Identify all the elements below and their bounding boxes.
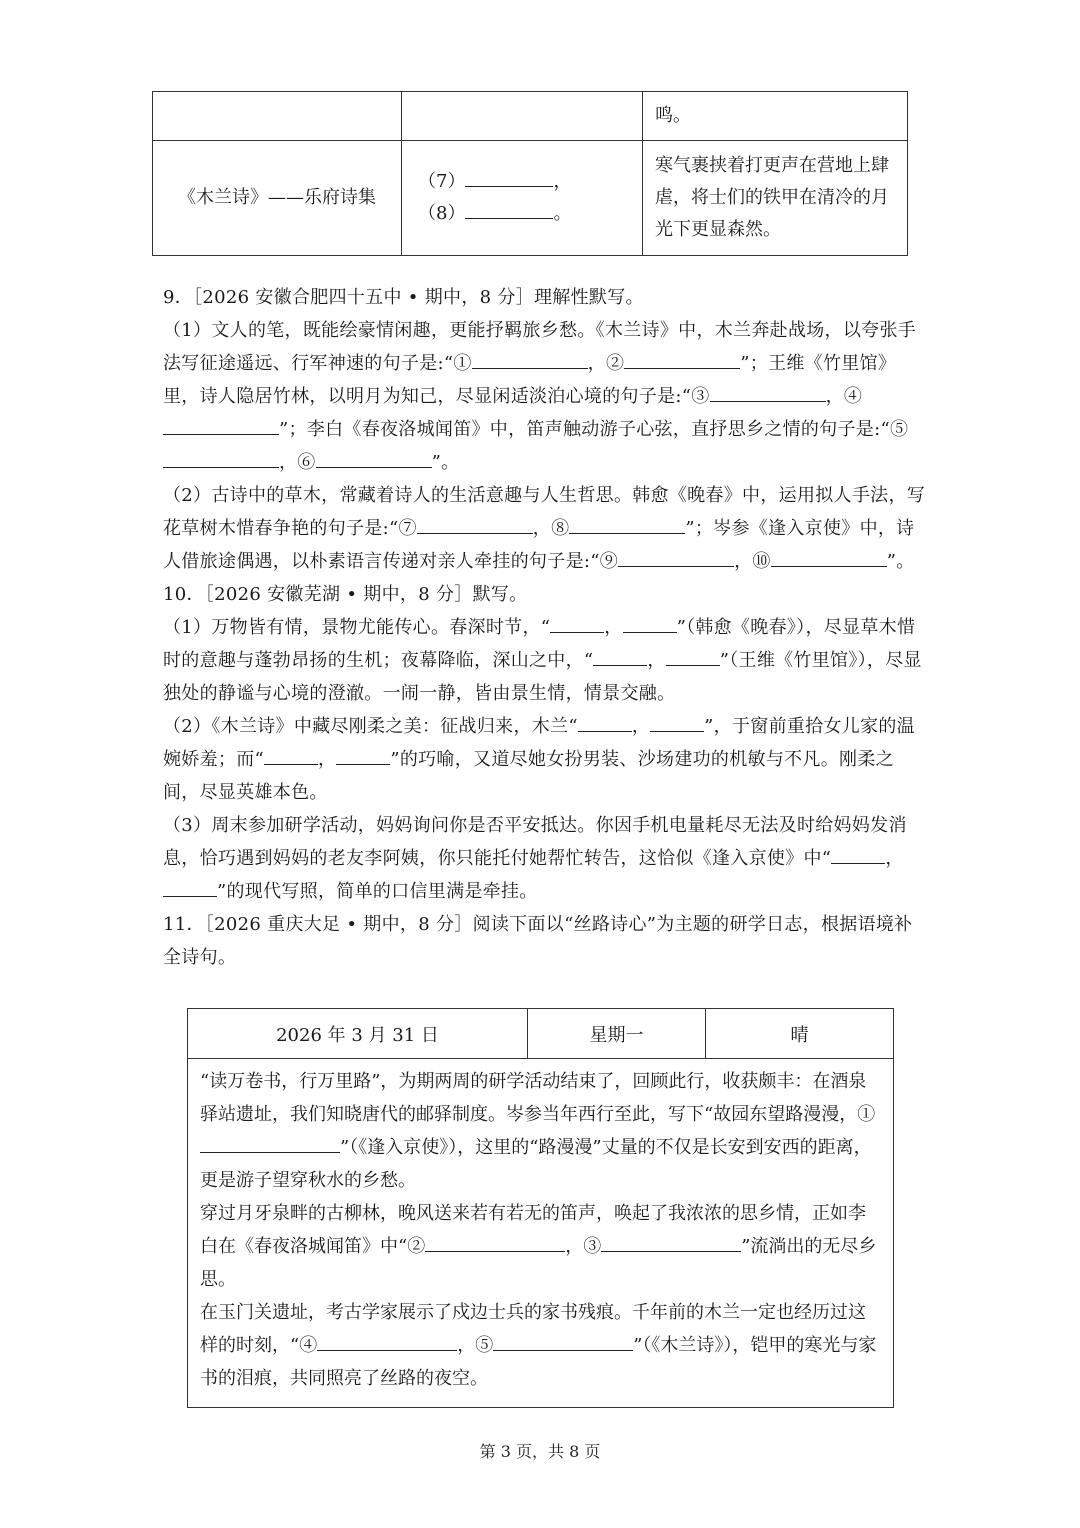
question-text: ”；岑参《逢入京使》中，诗人借旅途偶遇，以朴素语言传递对亲人牵挂的句子是:“⑨ (163, 518, 915, 572)
answer-blank[interactable] (771, 546, 887, 567)
answer-blank[interactable] (417, 513, 533, 534)
table-row (188, 1009, 894, 1059)
question-text: （2）古诗中的草木，常藏着诗人的生活意趣与人生哲思。韩愈《晚春》中，运用拟人手法，写花草树木惜春争艳的句子是:“⑦ (163, 485, 926, 539)
questions (163, 281, 928, 974)
log-text: “读万卷书，行万里路”，为期两周的研学活动结束了，回顾此行，收获颇丰：在酒泉驿站遗址，我们知晓唐代的邮驿制度。岑参当年西行至此，写下“故园东望路漫漫，① (200, 1071, 876, 1125)
log-text: 穿过月牙泉畔的古柳林，晚风送来若有若无的笛声，唤起了我浓浓的思乡情，正如李白在《春夜洛城闻笛》中“② (200, 1203, 866, 1257)
answer-blank[interactable] (317, 1330, 457, 1351)
table-row (153, 141, 908, 256)
question-text: ”；李白《春夜洛城闻笛》中，笛声触动游子心弦，直抒思乡之情的句子是:“⑤ (279, 419, 909, 440)
answer-blank[interactable] (264, 744, 318, 765)
question-text: ， (631, 716, 651, 737)
question-text: ”的现代写照，简单的口信里满是牵挂。 (217, 881, 538, 902)
question-text: ”（韩愈《晚春》），尽显草木惜时的意趣与蓬勃昂扬的生机；夜幕降临，深山之中，“ (163, 617, 916, 671)
question-11-heading: 11．［2026 重庆大足 • 期中，8 分］阅读下面以“丝路诗心”为主题的研学日志，根据语境补全诗句。 (163, 914, 913, 968)
question-text: ”，于窗前重拾女儿家的温婉娇羞；而“ (163, 716, 915, 770)
answer-blank[interactable] (624, 348, 740, 369)
study-log-table (187, 1008, 894, 1408)
answer-blank[interactable] (710, 381, 826, 402)
question-text: ”的巧喻，又道尽她女扮男装、沙场建功的机敏与不凡。刚柔之间，尽显英雄本色。 (163, 749, 894, 803)
question-text: （3）周末参加研学活动，妈妈询问你是否平安抵达。你因手机电量耗尽无法及时给妈妈发消息，恰巧遇到妈妈的老友李阿姨，你只能托付她帮忙转告，这恰似《逢入京使》中“ (163, 815, 907, 869)
log-entry (188, 1059, 894, 1408)
log-date: 2026 年 3 月 31 日 (188, 1009, 528, 1059)
question-10-part-3 (163, 809, 928, 908)
question-text: （1）万物皆有情，景物尤能传心。春深时节，“ (163, 617, 551, 638)
log-text: ”（《木兰诗》），铠甲的寒光与家书的泪痕，共同照亮了丝路的夜空。 (200, 1335, 877, 1389)
answer-blank[interactable] (666, 645, 720, 666)
answer-blank[interactable] (200, 1132, 340, 1153)
blank-number: （7） (418, 171, 466, 192)
log-paragraph (200, 1065, 881, 1197)
answer-blank[interactable] (601, 1231, 741, 1252)
log-paragraph (200, 1197, 881, 1296)
log-text: 在玉门关遗址，考古学家展示了戍边士兵的家书残痕。千年前的木兰一定也经历过这样的时刻，“④ (200, 1302, 866, 1356)
answer-blank[interactable] (578, 711, 632, 732)
question-text: ”。 (886, 551, 915, 572)
answer-blank[interactable] (618, 546, 734, 567)
question-10-heading: 10．［2026 安徽芜湖 • 期中，8 分］默写。 (163, 584, 528, 605)
question-text: ， (647, 650, 666, 671)
log-text: ”流淌出的无尽乡思。 (200, 1236, 877, 1290)
table-row (153, 92, 908, 141)
question-text: ”。 (431, 452, 460, 473)
question-10-part-1 (163, 611, 928, 710)
question-text: ，④ (825, 386, 863, 407)
fill-in-cell (402, 141, 643, 256)
answer-blank[interactable] (623, 612, 677, 633)
question-text: ，② (587, 353, 625, 374)
table-cell: 鸣。 (643, 92, 908, 141)
answer-blank[interactable] (425, 1231, 565, 1252)
log-text: ”（《逢入京使》），这里的“路漫漫”丈量的不仅是长安到安西的距离，更是游子望穿秋水的乡愁。 (200, 1137, 872, 1191)
log-weather: 晴 (706, 1009, 894, 1059)
question-text: ”；王维《竹里馆》里，诗人隐居竹林，以明月为知己，尽显闲适淡泊心境的句子是:“③ (163, 353, 897, 407)
table-cell (153, 92, 402, 141)
question-9-part-1 (163, 314, 928, 479)
answer-blank[interactable] (163, 447, 279, 468)
answer-blank[interactable] (316, 447, 432, 468)
question-10-part-2 (163, 710, 928, 809)
page-number: 第 3 页，共 8 页 (479, 1442, 601, 1461)
answer-blank[interactable] (593, 645, 647, 666)
question-text: ， (604, 617, 623, 638)
scene-description-cell: 寒气裹挟着打更声在营地上肆虐，将士们的铁甲在清冷的月光下更显森然。 (643, 141, 908, 256)
question-text: ，⑩ (734, 551, 771, 572)
log-paragraph (200, 1296, 881, 1395)
answer-blank[interactable] (336, 744, 390, 765)
poem-table (152, 91, 908, 256)
answer-blank[interactable] (163, 876, 217, 897)
log-text: ，③ (565, 1236, 602, 1257)
answer-blank[interactable] (831, 843, 885, 864)
punctuation: 。 (553, 203, 572, 224)
question-text: （2）《木兰诗》中藏尽刚柔之美：征战归来，木兰“ (163, 716, 578, 737)
log-text: ，⑤ (457, 1335, 494, 1356)
punctuation: ， (553, 171, 572, 192)
question-text: （1）文人的笔，既能绘豪情闲趣，更能抒羁旅乡愁。《木兰诗》中，木兰奔赴战场，以夸张手法写征途遥远、行军神速的句子是:“① (163, 320, 917, 374)
answer-blank[interactable] (550, 612, 604, 633)
answer-blank[interactable] (493, 1330, 633, 1351)
question-text: ”（王维《竹里馆》），尽显独处的静谧与心境的澄澈。一闹一静，皆由景生情，情景交融。 (163, 650, 922, 704)
log-weekday: 星期一 (528, 1009, 706, 1059)
blank-number: （8） (418, 203, 466, 224)
question-9-part-2 (163, 479, 928, 578)
answer-blank-7[interactable] (465, 166, 553, 187)
question-9-heading: 9．［2026 安徽合肥四十五中 • 期中，8 分］理解性默写。 (163, 287, 644, 308)
answer-blank[interactable] (472, 348, 588, 369)
question-text: ，⑧ (532, 518, 570, 539)
answer-blank[interactable] (650, 711, 704, 732)
table-cell (402, 92, 643, 141)
answer-blank[interactable] (569, 513, 685, 534)
table-row (188, 1059, 894, 1408)
answer-blank[interactable] (163, 414, 279, 435)
question-text: ， (318, 749, 337, 770)
question-text: ，⑥ (279, 452, 316, 473)
question-text: ， (885, 848, 904, 869)
answer-blank-8[interactable] (465, 198, 553, 219)
poem-source-cell: 《木兰诗》——乐府诗集 (153, 141, 402, 256)
